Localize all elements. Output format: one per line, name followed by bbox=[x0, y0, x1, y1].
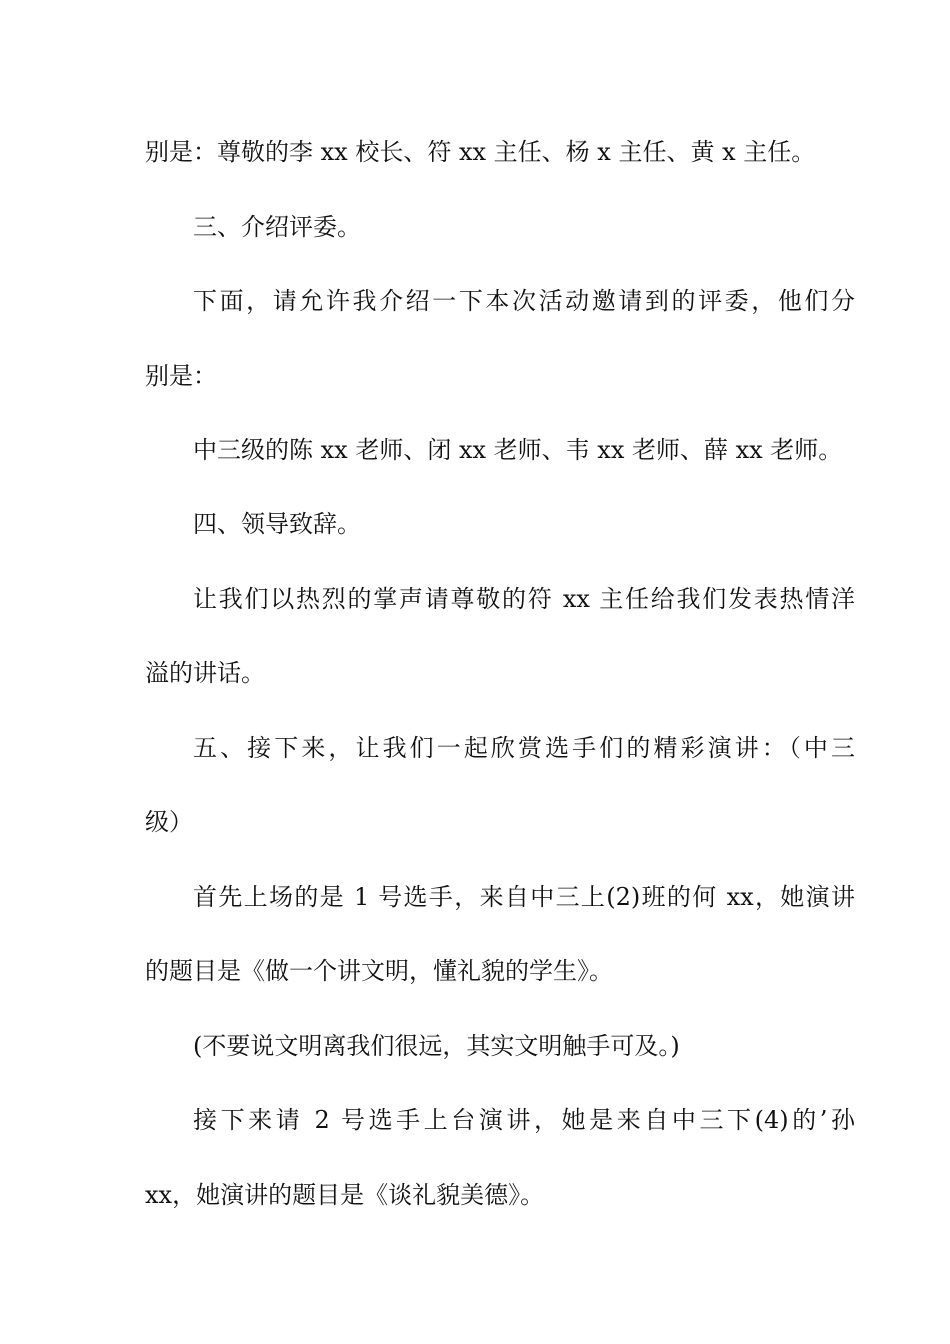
text-line-5: 中三级的陈 xx 老师、闭 xx 老师、韦 xx 老师、薛 xx 老师。 bbox=[193, 436, 843, 464]
text-line-3: 下面，请允许我介绍一下本次活动邀请到的评委，他们分 bbox=[193, 287, 855, 315]
text-line-1: 别是：尊敬的李 xx 校长、符 xx 主任、杨 x 主任、黄 x 主任。 bbox=[145, 138, 816, 166]
section-heading-5: 五、接下来，让我们一起欣赏选手们的精彩演讲：（中三 bbox=[193, 734, 855, 762]
section-heading-4: 四、领导致辞。 bbox=[193, 510, 361, 538]
text-line-14: 接下来请 2 号选手上台演讲，她是来自中三下(4)的’孙 bbox=[193, 1106, 855, 1134]
text-line-11: 首先上场的是 1 号选手，来自中三上(2)班的何 xx，她演讲 bbox=[193, 883, 855, 911]
text-line-4: 别是： bbox=[145, 362, 217, 390]
section-heading-3: 三、介绍评委。 bbox=[193, 213, 361, 241]
text-line-15: xx，她演讲的题目是《谈礼貌美德》。 bbox=[145, 1181, 545, 1209]
text-line-12: 的题目是《做一个讲文明，懂礼貌的学生》。 bbox=[145, 957, 613, 985]
text-line-7: 让我们以热烈的掌声请尊敬的符 xx 主任给我们发表热情洋 bbox=[193, 585, 855, 613]
text-line-8: 溢的讲话。 bbox=[145, 659, 265, 687]
text-line-13: (不要说文明离我们很远，其实文明触手可及。) bbox=[193, 1032, 680, 1060]
text-line-10: 级） bbox=[145, 808, 193, 836]
